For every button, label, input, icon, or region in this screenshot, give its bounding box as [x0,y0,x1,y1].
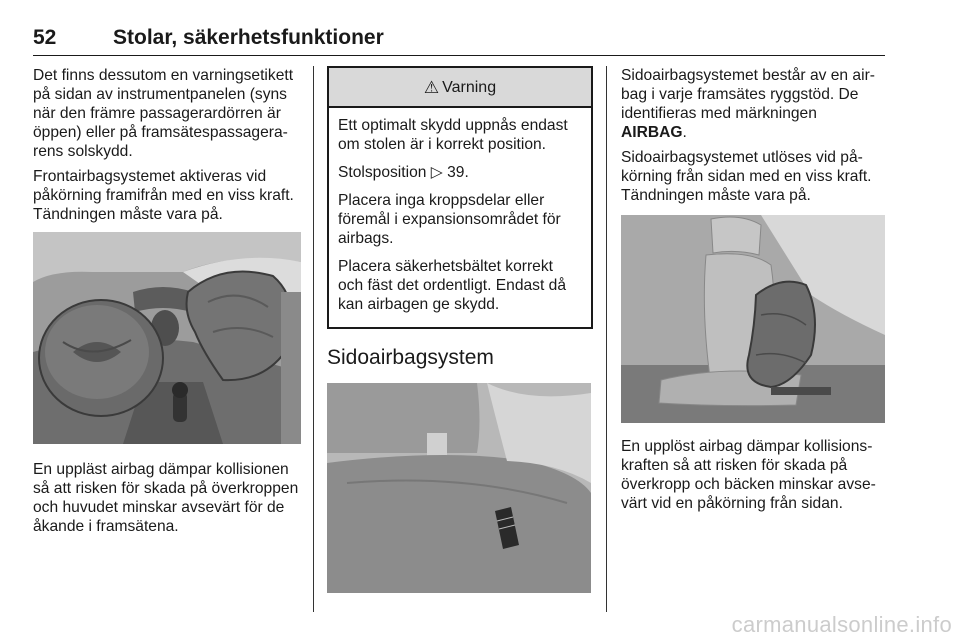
seat-airbag-label-illustration [327,383,591,593]
side-airbag-illustration [621,215,885,423]
warning-label-paragraph: Det finns dessutom en varningsetikett på sidan av instrumentpanelen (syns när den främre passagerardörren är öppen) eller på framsätespassagerarens solskydd. [33,67,294,160]
airbag-marking: AIRBAG [621,124,683,141]
side-airbag-drawing [621,215,885,423]
page-ref-arrow-icon: ▷ [430,164,443,181]
warning-seatbelt-text: Placera säkerhetsbältet korrekt och fäst det ordentligt. Endast då kan airbagen ge skydd. [338,258,566,313]
warning-body [329,108,591,327]
chapter-title: Stolar, säkerhetsfunktioner [113,26,384,49]
column-divider-left [313,66,314,612]
side-airbag-description [621,66,887,142]
side-airbag-description-end: . [682,124,687,141]
side-airbag-effect-paragraph: En upplöst airbag dämpar kollisionskraften så att risken för skada på överkropp och bäcken minskar avsevärt vid en påkörning från sidan. [621,438,876,512]
page-header [33,26,885,54]
side-airbag-description-text: Sidoairbagsystemet består av en airbag i varje framsätes ryggstöd. De identifieras med märkningen [621,67,875,122]
warning-title: Varning [442,78,497,96]
column-2 [327,66,593,593]
warning-box [327,66,593,329]
seat-position-label: Stolsposition [338,164,427,181]
front-airbags-drawing [33,232,301,444]
side-airbag-activation-paragraph: Sidoairbagsystemet utlöses vid påkörning från sidan med en viss kraft. Tändningen måste vara på. [621,149,872,204]
front-airbags-illustration [33,232,301,444]
section-title: Sidoairbagsystem [327,346,494,369]
header-rule [33,55,885,56]
warning-body-parts-text: Placera inga kroppsdelar eller föremål i expansionsområdet för airbags. [338,192,561,247]
column-3 [621,66,887,519]
seat-closeup-drawing [327,383,591,593]
column-1 [33,66,301,542]
warning-triangle-icon: ⚠ [423,77,440,97]
column-divider-right [606,66,607,612]
warning-seat-reference [338,163,582,182]
front-airbag-activation-paragraph: Frontairbagsystemet aktiveras vid påkörning framifrån med en viss kraft. Tändningen måste vara på. [33,168,294,223]
warning-header [329,68,591,108]
front-airbag-effect-paragraph: En uppläst airbag dämpar kollisionen så att risken för skada på överkroppen och huvudet minskar avsevärt för de åkande i framsätena. [33,461,299,535]
warning-seat-position-text: Ett optimalt skydd uppnås endast om stolen är i korrekt position. [338,117,568,153]
watermark: carmanualsonline.info [731,612,952,637]
seat-position-page: 39. [447,164,469,181]
page-number: 52 [33,26,57,49]
